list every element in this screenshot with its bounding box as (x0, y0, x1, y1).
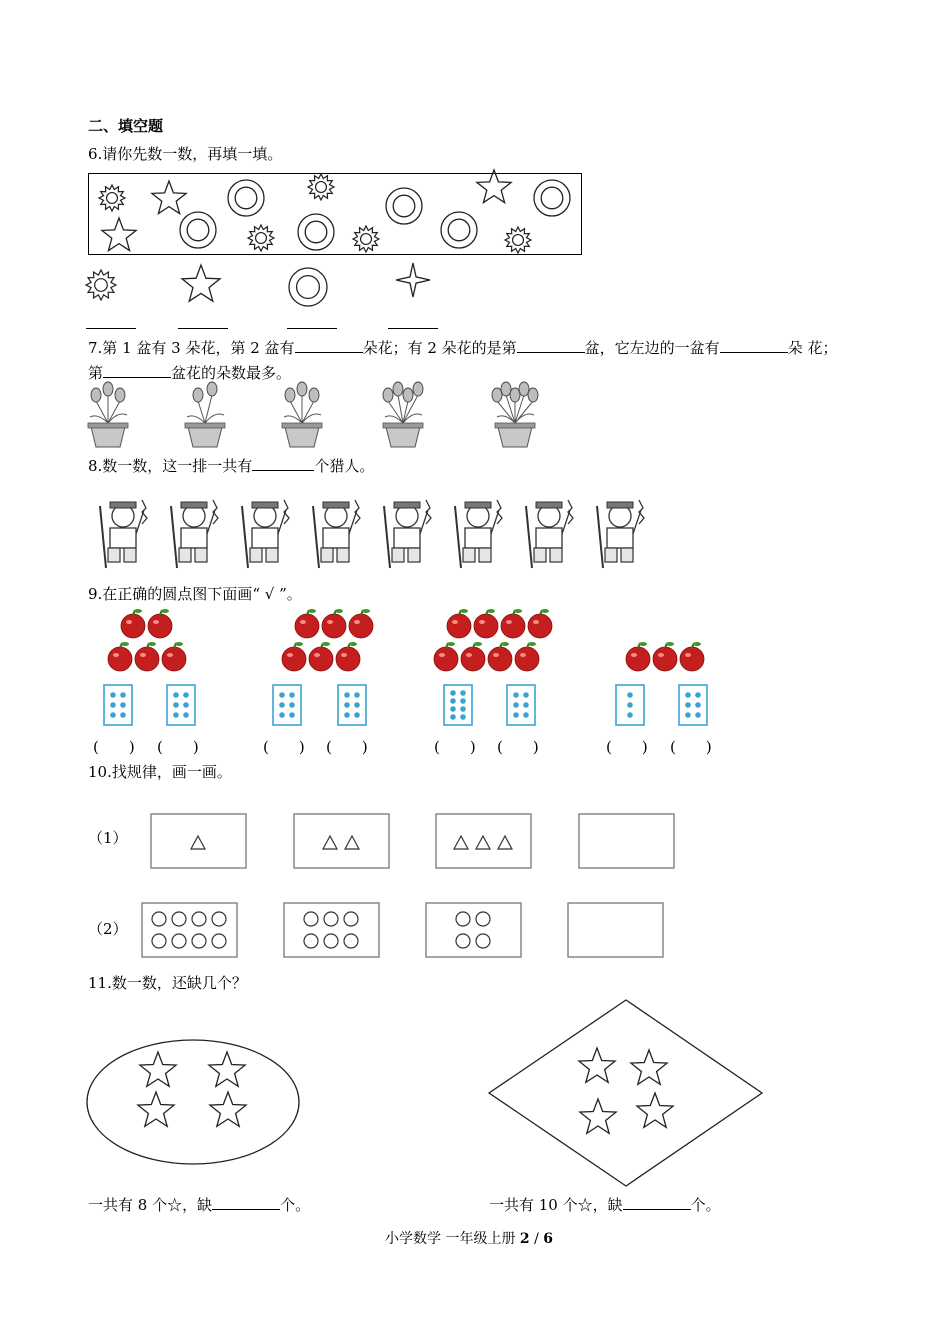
answer-paren[interactable]: ( ) (606, 738, 648, 756)
q11-prompt: 11.数一数，还缺几个？ (88, 974, 247, 992)
q11-left-blank[interactable] (212, 1195, 280, 1210)
answer-paren[interactable]: ( ) (434, 738, 476, 756)
q8-text-b: 个猎人。 (314, 457, 375, 475)
answer-paren[interactable]: ( ) (93, 738, 135, 756)
diamond-shape (489, 1000, 762, 1186)
footer-subject: 小学数学 一年级上册 (385, 1231, 516, 1247)
oval-shape (87, 1040, 299, 1164)
q9-prompt: 9.在正确的圆点图下面画“ √ ”。 (88, 585, 302, 603)
answer-paren[interactable]: ( ) (263, 738, 305, 756)
q7-text-f: 盆花的朵数最多。 (171, 364, 292, 382)
star-icon (579, 1048, 615, 1082)
answer-paren[interactable]: ( ) (157, 738, 199, 756)
q7-text-e: 第 (88, 364, 104, 382)
q11-left-text-b: 个。 (280, 1196, 311, 1214)
q7-text-b: 朵花；有 2 朵花的是第 (362, 339, 517, 357)
footer-sep: / (534, 1231, 539, 1247)
q7-text-c: 盆，它左边的一盆有 (584, 339, 720, 357)
q10-row2-label: （2） (88, 920, 128, 938)
q11-right-blank[interactable] (623, 1195, 691, 1210)
star-icon (580, 1099, 616, 1133)
q7-text-d: 朵 花； (787, 339, 838, 357)
q8-text-a: 8.数一数，这一排一共有 (88, 457, 253, 475)
star-icon (637, 1093, 673, 1127)
star-icon (210, 1092, 246, 1126)
q6-prompt: 6.请你先数一数，再填一填。 (88, 145, 283, 163)
answer-paren[interactable]: ( ) (670, 738, 712, 756)
star-icon (631, 1050, 667, 1084)
q11-left-text-a: 一共有 8 个☆，缺 (88, 1196, 213, 1214)
section-title: 二、填空题 (88, 117, 164, 135)
answer-paren[interactable]: ( ) (326, 738, 368, 756)
answer-paren[interactable]: ( ) (497, 738, 539, 756)
footer-total: 6 (543, 1231, 554, 1247)
q10-row1-label: （1） (88, 829, 128, 847)
page-footer (385, 1229, 553, 1249)
footer-page: 2 (519, 1231, 530, 1247)
q11-right-answer (489, 1195, 721, 1215)
star-icon (140, 1052, 176, 1086)
q10-prompt: 10.找规律，画一画。 (88, 763, 232, 781)
q11-right-text-a: 一共有 10 个☆，缺 (489, 1196, 623, 1214)
q7-text-a: 7.第 1 盆有 3 朵花，第 2 盆有 (88, 339, 295, 357)
star-icon (209, 1052, 245, 1086)
q11-left-answer (88, 1195, 310, 1215)
star-icon (138, 1092, 174, 1126)
q11-right-text-b: 个。 (690, 1196, 721, 1214)
